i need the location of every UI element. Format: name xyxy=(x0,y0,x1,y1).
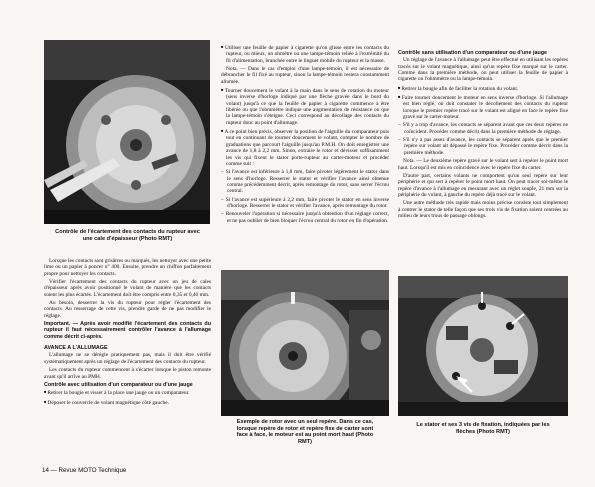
bullet-item: ■ A ce point bien précis, observer la position de l'aiguille du comparateur puis tout en continuant de tourner doucement le volant, compter le nombre de graduations que parcourt l'aiguille jusqu'au P.M.H. On doit enregistrer une avance de 1,8 à 2,2 mm. Sinon, extraire le rotor et dévisser suffisamment les vis qui fixent le stator porte-rupteur au carter-moteur et procéder comme suit : xyxy=(221,128,389,167)
column-1-text xyxy=(44,258,211,408)
column-2-text xyxy=(221,44,389,226)
paragraph: Un réglage de l'avance à l'allumage peut être effectué en utilisant les repères tracés sur le volant magnétique, ainsi qu'un repère fixe marqué sur le carter. Comme dans la première méthode, on peut utiliser la feuille de papier à cigarette ou l'ohmmètre ou la lampe-témoin. xyxy=(398,57,568,83)
paragraph: Au besoin, desserrer la vis du rupteur pour régler l'écartement des contacts. Au resserrage de cette vis, prendre garde de ne pas modifier le réglage. xyxy=(44,300,211,319)
paragraph: Une autre méthode très rapide mais moins précise consiste tout simplement à centrer le stator de telle façon que ses trois vis de fixation soient centrées au milieu de leurs trous de passage oblongs. xyxy=(398,200,568,219)
column-3-text xyxy=(398,50,568,221)
paragraph: Lorsque les contacts sont grisâtres ou marqués, les nettoyer avec une petite lime ou un papier à poncer n° 400. Ensuite, prendre un chiffon parfaitement propre pour nettoyer les contacts. xyxy=(44,258,211,277)
bullet-item: ■ Retirer la bougie afin de faciliter la rotation du volant. xyxy=(398,85,568,92)
paragraph: D'autre part, certains volants ne comportent qu'un seul repère sur leur périphérie et qui sert à repérer le point mort haut. On peut tracer soi-même le repère d'avance à l'allumage en mesurant avec un réglet souple, 21 mm sur la périphérie du volant, à gauche du repère déjà tracé sur le volant. xyxy=(398,172,568,198)
photo1-caption: Contrôle de l'écartement des contacts du rupteur avec une cale d'épaisseur (Photo RMT) xyxy=(55,229,200,242)
important-note: Important. — Après avoir modifié l'écartement des contacts du rupteur il faut nécessairement contrôler l'avance à l'allumage comme décrit ci-après. xyxy=(44,321,211,340)
nota-paragraph: Nota. — Dans le cas d'emploi d'une lampe-témoin, il est nécessaire de débrancher le fil fixé au rupteur, sinon la lampe-témoin restera constamment allumée. xyxy=(221,66,389,85)
photo-stator-image xyxy=(398,276,568,416)
subheading-controle-sans-comparateur: Contrôle sans utilisation d'un comparateur ou d'une jauge xyxy=(398,50,548,56)
photo-rupteur-feeler-gauge xyxy=(44,40,210,224)
photo-stator-screws xyxy=(398,276,568,416)
dash-item: – Si l'avance est supérieure à 2,2 mm, faire pivoter le stator en sens inverse d'horloge. Resserrer le stator et vérifier l'avance, après remontage du rotor. xyxy=(221,197,389,210)
paragraph: Les contacts du rupteur commencent à s'écarter lorsque le piston remonte avant qu'il arrive au PMH. xyxy=(44,367,211,380)
paragraph: Vérifier l'écartement des contacts du rupteur avec un jeu de cales d'épaisseur après avoir positionné le volant de manière que les contacts soient les plus écartés. L'écartement doit être compris entre 0,35 et 0,40 mm. xyxy=(44,279,211,298)
photo2-caption: Exemple de rotor avec un seul repère. Dans ce cas, lorsque repère de rotor et repère fixe de carter sont face à face, le moteur est au point mort haut (Photo RMT) xyxy=(236,419,374,445)
nota-paragraph: Nota. — Le deuxième repère gravé sur le volant sert à repérer le point mort haut. Lorsqu'il est mis en coïncidence avec le repère fixe du carter. xyxy=(398,158,568,171)
bullet-item: ■ Retirer la bougie et visser à la place une jauge ou un comparateur. xyxy=(44,389,211,396)
paragraph: L'allumage ne se dérègle pratiquement pas, mais il doit être vérifié systématiquement après un réglage de l'écartement des contacts du rupteur. xyxy=(44,352,211,365)
photo-rotor-image xyxy=(221,270,389,416)
page-footer: 14 — Revue MOTO Technique xyxy=(42,467,127,474)
bullet-item: ■ Déposer le couvercle de volant magnétique côté gauche. xyxy=(44,399,211,406)
section-heading-avance: AVANCE A L'ALLUMAGE xyxy=(44,345,108,352)
dash-item: – S'il y a trop d'avance, les contacts se séparent avant que ces deux repères ne coïncident. Procéder comme décrit dans la première méthode de réglage. xyxy=(398,122,568,135)
photo3-caption: Le stator et ses 3 vis de fixation, indiquées par les flèches (Photo RMT) xyxy=(416,422,550,435)
photo-rupteur-image xyxy=(44,40,210,224)
subheading-controle-comparateur: Contrôle avec utilisation d'un comparateur ou d'une jauge xyxy=(44,381,193,388)
bullet-item: ■ Faire tourner doucement le moteur en sens inverse d'horloge. Si l'allumage est bien réglé, on doit constater le décollement des contacts du rupteur lorsque le premier repère tracé sur le volant est aligné en face le repère fixe gravé sur le carter-moteur. xyxy=(398,94,568,120)
bullet-item: ■ Tourner doucement le volant à la main dans le sens de rotation du moteur (sens inverse d'horloge indiqué par une flèche gravée dans le bord du volant) jusqu'à ce que la feuille de papier à cigarette commence à être libérée ou que l'ohmmètre indique une augmentation de résistance ou que la lampe-témoin s'éteigne. Ceci correspond au décollage des contacts du rupteur donc au point d'allumage. xyxy=(221,87,389,126)
dash-item: – Renouveler l'opération si nécessaire jusqu'à obtention d'un réglage correct, et ne pas oublier de bien bloquer l'écrou central du rotor en fin d'opération. xyxy=(221,211,389,224)
bullet-item: ■ Utiliser une feuille de papier à cigarette qu'on glisse entre les contacts du rupteur, ou mieux, un ohmètre ou une lampe-témoin reliée à l'extrémité du fil d'alimentation, branchée entre le linguet mobile du rupteur et la masse. xyxy=(221,44,389,64)
dash-item: – S'il n'y a pas assez d'avance, les contacts se séparent après que le premier repère sur volant ait dépassé le repère fixe. Procéder comme décrit dans la première méthode. xyxy=(398,137,568,156)
photo-rotor-single-mark xyxy=(221,270,389,416)
dash-item: – Si l'avance est inférieure à 1,8 mm, faire pivoter légèrement le stator dans le sens d'horloge. Resserrer le stator et vérifier l'avance ainsi obtenue comme précédemment décrit, après remontage du rotor, sans serrer l'écrou central. xyxy=(221,169,389,194)
